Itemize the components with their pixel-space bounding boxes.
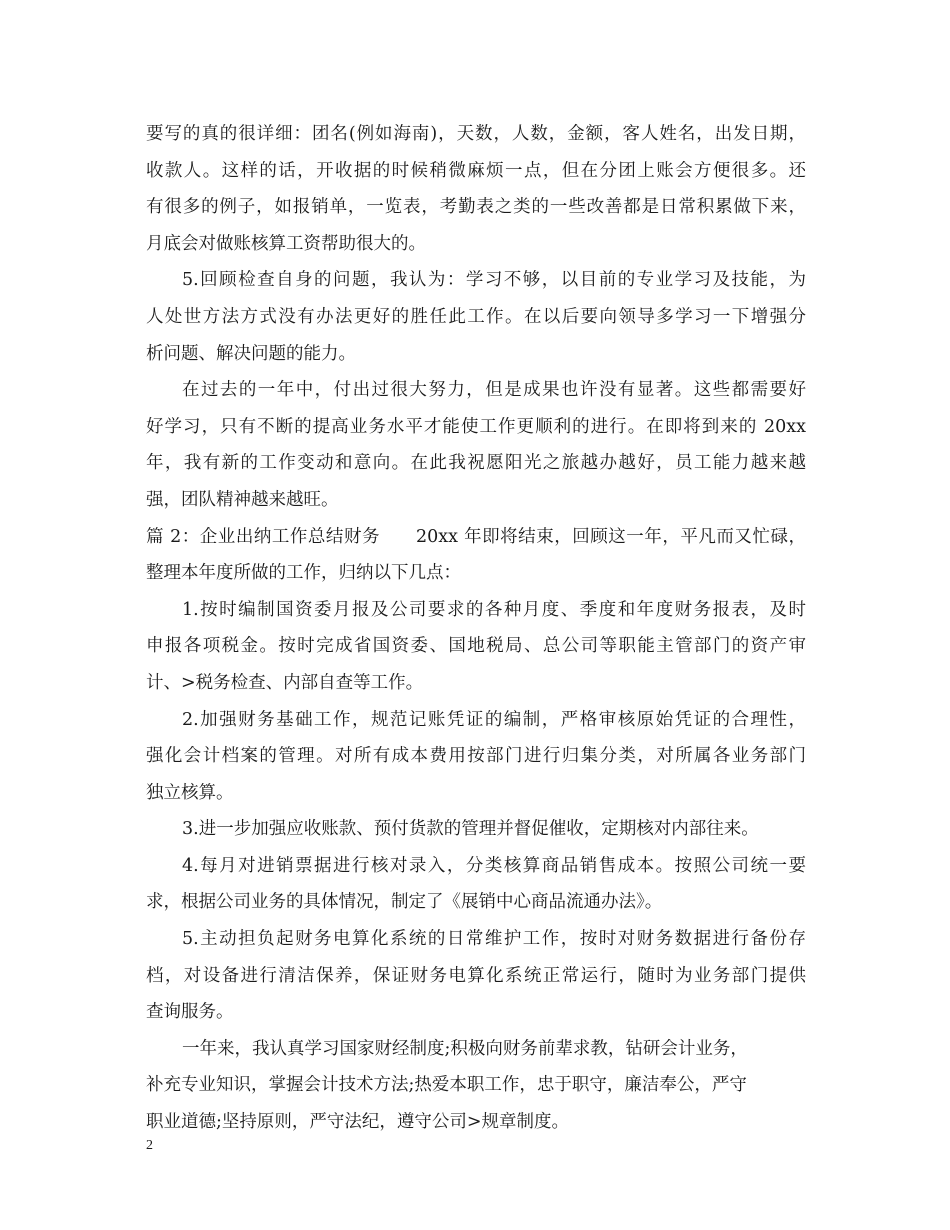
text-line: 补充专业知识，掌握会计技术方法;热爱本职工作，忠于职守，廉洁奉公，严守	[146, 1075, 747, 1096]
text-line: 5.回顾检查自身的问题，我认为：学习不够，以目前的专业学习及技能，为	[182, 270, 806, 291]
page-number: 2	[146, 1138, 153, 1153]
text-line: 人处世方法方式没有办法更好的胜任此工作。在以后要向领导多学习一下增强分	[146, 306, 806, 327]
text-line: 5.主动担负起财务电算化系统的日常维护工作，按时对财务数据进行备份存	[182, 929, 806, 950]
text-line: 收款人。这样的话，开收据的时候稍微麻烦一点，但在分团上账会方便很多。还	[146, 160, 806, 181]
text-line: 强，团队精神越来越旺。	[146, 489, 339, 510]
text-line: 篇 2：企业出纳工作总结财务 20xx 年即将结束，回顾这一年，平凡而又忙碌，	[146, 526, 806, 547]
text-line: 独立核算。	[146, 782, 234, 803]
text-line: 4.每月对进销票据进行核对录入，分类核算商品销售成本。按照公司统一要	[182, 855, 806, 876]
text-line: 2.加强财务基础工作，规范记账凭证的编制，严格审核原始凭证的合理性，	[182, 709, 806, 730]
text-line: 月底会对做账核算工资帮助很大的。	[146, 233, 426, 254]
text-line: 析问题、解决问题的能力。	[146, 343, 356, 364]
text-line: 年，我有新的工作变动和意向。在此我祝愿阳光之旅越办越好，员工能力越来越	[146, 453, 806, 474]
text-line: 一年来，我认真学习国家财经制度;积极向财务前辈求教，钻研会计业务，	[182, 1038, 748, 1059]
text-line: 申报各项税金。按时完成省国资委、国地税局、总公司等职能主管部门的资产审	[146, 636, 806, 657]
text-line: 强化会计档案的管理。对所有成本费用按部门进行归集分类，对所属各业务部门	[146, 746, 806, 767]
text-line: 有很多的例子，如报销单，一览表，考勤表之类的一些改善都是日常积累做下来，	[146, 197, 806, 218]
text-line: 职业道德;坚持原则，严守法纪，遵守公司>规章制度。	[146, 1112, 570, 1133]
text-line: 在过去的一年中，付出过很大努力，但是成果也许没有显著。这些都需要好	[182, 380, 806, 401]
text-line: 要写的真的很详细：团名(例如海南)，天数，人数，金额，客人姓名，出发日期，	[146, 124, 806, 144]
text-line: 查询服务。	[146, 1002, 234, 1023]
text-line: 好学习，只有不断的提高业务水平才能使工作更顺利的进行。在即将到来的 20xx	[146, 416, 806, 437]
document-body	[146, 116, 806, 1141]
text-line: 3.进一步加强应收账款、预付货款的管理并督促催收，定期核对内部往来。	[182, 819, 759, 840]
text-line: 求，根据公司业务的具体情况，制定了《展销中心商品流通办法》。	[146, 892, 663, 913]
text-line: 1.按时编制国资委月报及公司要求的各种月度、季度和年度财务报表，及时	[182, 599, 806, 620]
text-line: 整理本年度所做的工作，归纳以下几点：	[146, 563, 461, 584]
text-line: 计、>税务检查、内部自查等工作。	[146, 672, 424, 693]
text-line: 档，对设备进行清洁保养，保证财务电算化系统正常运行，随时为业务部门提供	[146, 965, 806, 986]
